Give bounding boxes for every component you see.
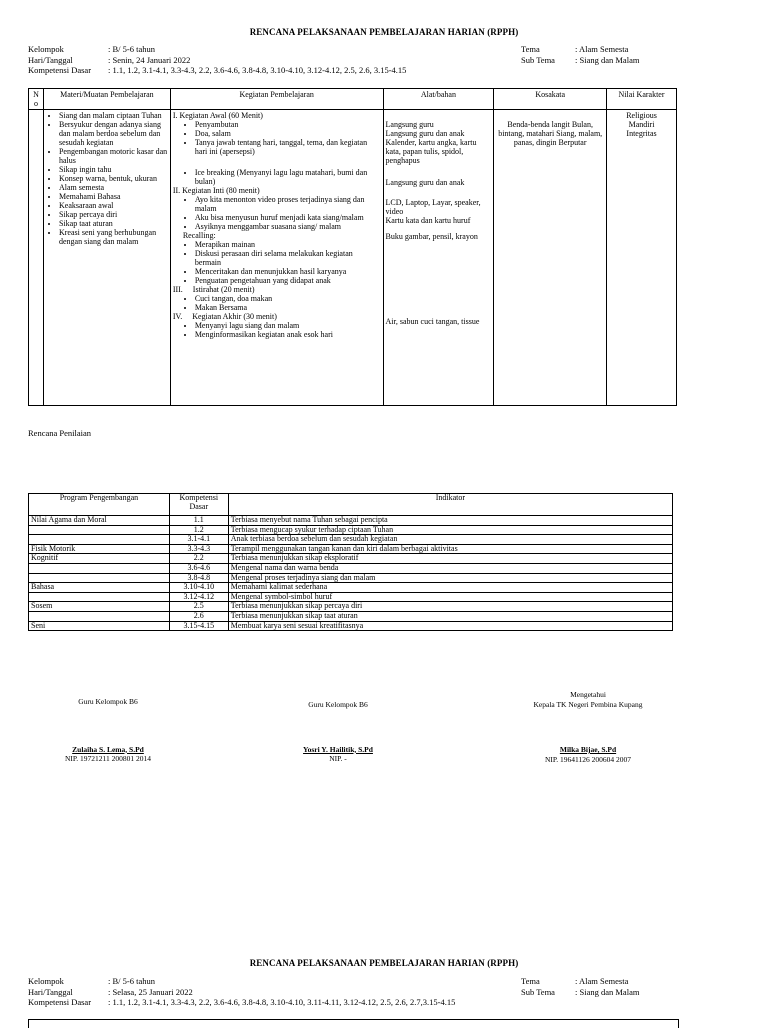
indikator-cell: Terbiasa mengucap syukur terhadap ciptaan Tuhan xyxy=(228,525,672,535)
kegiatan-item: • Penyambutan xyxy=(195,120,381,129)
program-cell xyxy=(29,525,170,535)
penilaian-heading: Rencana Penilaian xyxy=(28,428,92,438)
materi-item: • Sikap percaya diri xyxy=(59,210,168,219)
indikator-cell: Terbiasa menyebut nama Tuhan sebagai pencipta xyxy=(228,516,672,526)
subtema-value: : Siang dan Malam xyxy=(575,54,640,65)
indikator-cell: Terbiasa menunjukkan sikap percaya diri xyxy=(228,602,672,612)
kd-cell: 1.2 xyxy=(169,525,228,535)
kelompok-value: : B/ 5-6 tahun xyxy=(108,44,155,54)
alat-item: LCD, Laptop, Layar, speaker, video xyxy=(385,198,481,216)
program-cell xyxy=(29,563,170,573)
table-row xyxy=(29,583,673,593)
materi-item: • Alam semesta xyxy=(59,183,168,192)
col-program: Program Pengembangan xyxy=(29,494,170,516)
kegiatan-item: • Diskusi perasaan diri selama melakukan kegiatan bermain xyxy=(195,249,381,267)
penilaian-header-row xyxy=(29,494,673,516)
kd-cell: 3.12-4.12 xyxy=(169,592,228,602)
subtema-label: Sub Tema xyxy=(521,986,555,997)
kd-cell: 3.8-4.8 xyxy=(169,573,228,583)
page2-meta-right xyxy=(521,976,639,997)
program-cell: Seni xyxy=(29,621,170,631)
kegiatan-item: • Asyiknya menggambar suasana siang/ malam xyxy=(195,222,381,231)
kegiatan-item: • Menyanyi lagu siang dan malam xyxy=(195,321,381,330)
alat-item: Langsung guru dan anak xyxy=(385,178,465,187)
tema-label: Tema xyxy=(521,976,540,986)
materi-item: • Siang dan malam ciptaan Tuhan xyxy=(59,111,168,120)
hari-label: Hari/Tanggal xyxy=(28,54,73,65)
kosakata-text: Benda-benda langit Bulan, bintang, matahari Siang, malam, panas, dingin Berputar xyxy=(498,120,603,147)
kegiatan-akhir-title: IV. Kegiatan Akhir (30 menit) xyxy=(172,312,277,321)
signature-middle xyxy=(268,700,408,764)
signature-right xyxy=(508,690,668,764)
kd-cell: 3.6-4.6 xyxy=(169,563,228,573)
alat-item: Air, sabun cuci tangan, tissue xyxy=(385,317,480,326)
program-cell xyxy=(29,611,170,621)
tema-value: : Alam Semesta xyxy=(575,976,629,986)
table-row xyxy=(29,611,673,621)
table-row xyxy=(29,602,673,612)
recalling-label: Recalling: xyxy=(182,231,216,240)
hari-label: Hari/Tanggal xyxy=(28,986,73,997)
indikator-cell: Terampil menggunakan tangan kanan dan kiri dalam berbagai aktivitas xyxy=(228,544,672,554)
alat-item: Kartu kata dan kartu huruf xyxy=(385,216,471,225)
kd-cell: 1.1 xyxy=(169,516,228,526)
meta-right xyxy=(521,44,639,65)
rpph-header-row xyxy=(29,89,677,110)
tema-value: : Alam Semesta xyxy=(575,44,629,54)
signature-name: Zulaiha S. Lema, S.Pd xyxy=(72,744,144,754)
cell-nilai xyxy=(607,110,677,406)
col-indikator: Indikator xyxy=(228,494,672,516)
materi-item: • Kreasi seni yang berhubungan dengan siang dan malam xyxy=(59,228,168,246)
kd-cell: 3.3-4.3 xyxy=(169,544,228,554)
materi-item: • Sikap taat aturan xyxy=(59,219,168,228)
signature-role: Kepala TK Negeri Pembina Kupang xyxy=(533,699,643,709)
indikator-cell: Mengenal proses terjadinya siang dan malam xyxy=(228,573,672,583)
kegiatan-awal-title: I. Kegiatan Awal (60 Menit) xyxy=(172,111,263,120)
col-kosakata: Kosakata xyxy=(494,89,607,110)
kd-cell: 3.1-4.1 xyxy=(169,535,228,545)
signature-nip: NIP. 19721211 200801 2014 xyxy=(65,754,151,763)
materi-item: • Sikap ingin tahu xyxy=(59,165,168,174)
kegiatan-item: • Menceritakan dan menunjukkan hasil karyanya xyxy=(195,267,381,276)
kegiatan-item: • Doa, salam xyxy=(195,129,381,138)
alat-item: Langsung guru dan anak xyxy=(385,129,465,138)
cell-materi xyxy=(43,110,170,406)
kelompok-label: Kelompok xyxy=(28,44,64,54)
signature-nip: NIP. - xyxy=(329,754,347,763)
materi-item: • Keaksaraan awal xyxy=(59,201,168,210)
tema-label: Tema xyxy=(521,44,540,54)
indikator-cell: Mengenal symbol-simbol huruf xyxy=(228,592,672,602)
alat-item: Kalender, kartu angka, kartu kata, papan tulis, spidol, penghapus xyxy=(385,138,477,165)
page-title: RENCANA PELAKSANAAN PEMBELAJARAN HARIAN (RPPH) xyxy=(249,27,519,37)
kegiatan-istirahat-title: III. Istirahat (20 menit) xyxy=(172,285,255,294)
col-kd: Kompetensi Dasar xyxy=(169,494,228,516)
signature-name: Milka Bijae, S.Pd xyxy=(559,745,617,754)
hari-value: : Selasa, 25 Januari 2022 xyxy=(108,986,193,997)
page2-meta-left xyxy=(28,976,455,1008)
program-cell: Sosem xyxy=(29,602,170,612)
col-nilai: Nilai Karakter xyxy=(607,89,677,110)
subtema-label: Sub Tema xyxy=(521,54,555,65)
signature-role: Guru Kelompok B6 xyxy=(308,700,368,709)
cell-kegiatan xyxy=(170,110,383,406)
indikator-cell: Terbiasa menunjukkan sikap eksploratif xyxy=(228,554,672,564)
kegiatan-item: • Makan Bersama xyxy=(195,303,381,312)
nilai-item: Religious xyxy=(626,111,657,120)
signature-line: Mengetahui xyxy=(570,690,606,699)
kd-cell: 2.5 xyxy=(169,602,228,612)
table-row xyxy=(29,516,673,526)
col-kegiatan: Kegiatan Pembelajaran xyxy=(170,89,383,110)
program-cell: Nilai Agama dan Moral xyxy=(29,516,170,526)
program-cell xyxy=(29,535,170,545)
program-cell: Kognitif xyxy=(29,554,170,564)
program-cell: Fisik Motorik xyxy=(29,544,170,554)
materi-item: • Pengembangan motoric kasar dan halus xyxy=(59,147,168,165)
signature-role: Guru Kelompok B6 xyxy=(78,697,138,706)
alat-item: Buku gambar, pensil, krayon xyxy=(385,232,478,241)
kegiatan-item: • Cuci tangan, doa makan xyxy=(195,294,381,303)
signature-name: Yosri Y. Hailitik, S.Pd xyxy=(303,744,373,754)
table-row xyxy=(29,563,673,573)
program-cell: Bahasa xyxy=(29,583,170,593)
page2-title: RENCANA PELAKSANAAN PEMBELAJARAN HARIAN (RPPH) xyxy=(249,958,519,968)
table-row xyxy=(29,621,673,631)
materi-item: • Bersyukur dengan adanya siang dan malam berdoa sebelum dan sesudah kegiatan xyxy=(59,120,168,147)
kd-cell: 2.2 xyxy=(169,554,228,564)
kd-cell: 2.6 xyxy=(169,611,228,621)
hari-value: : Senin, 24 Januari 2022 xyxy=(108,54,191,65)
indikator-cell: Membuat karya seni sesuai kreatifitasnya xyxy=(228,621,672,631)
cell-no xyxy=(29,110,44,406)
signature-left xyxy=(38,697,178,764)
rpph-table xyxy=(28,88,677,406)
kd-value: : 1.1, 1.2, 3.1-4.1, 3.3-4.3, 2.2, 3.6-4.6, 3.8-4.8, 3.10-4.10, 3.11-4.11, 3.12-4.12, 2.5, 2.6, 2.7,3.15-4.15 xyxy=(108,997,456,1007)
subtema-value: : Siang dan Malam xyxy=(575,986,640,997)
indikator-cell: Mengenal nama dan warna benda xyxy=(228,563,672,573)
materi-item: • Konsep warna, bentuk, ukuran xyxy=(59,174,168,183)
kegiatan-item: • Aku bisa menyusun huruf menjadi kata siang/malam xyxy=(195,213,381,222)
rpph-body-row xyxy=(29,110,677,406)
nilai-item: Mandiri xyxy=(628,120,655,129)
kd-label: Kompetensi Dasar xyxy=(28,65,92,75)
alat-item: Langsung guru xyxy=(385,120,434,129)
kegiatan-item: • Tanya jawab tentang hari, tanggal, tema, dan kegiatan hari ini (apersepsi) xyxy=(195,138,381,156)
materi-item: • Memahami Bahasa xyxy=(59,192,168,201)
kelompok-value: : B/ 5-6 tahun xyxy=(108,976,155,986)
cell-alat xyxy=(383,110,494,406)
indikator-cell: Memahami kalimat sederhana xyxy=(228,583,672,593)
indikator-cell: Terbiasa menunjukkan sikap taat aturan xyxy=(228,611,672,621)
kegiatan-item: • Penguatan pengetahuan yang didapat anak xyxy=(195,276,381,285)
kd-label: Kompetensi Dasar xyxy=(28,997,92,1007)
table-row xyxy=(29,573,673,583)
kelompok-label: Kelompok xyxy=(28,976,64,986)
kd-value: : 1.1, 1.2, 3.1-4.1, 3.3-4.3, 2.2, 3.6-4.6, 3.8-4.8, 3.10-4.10, 3.12-4.12, 2.5, 2.6, 3.15-4.15 xyxy=(108,65,407,75)
table-row xyxy=(29,535,673,545)
kegiatan-inti-title: II. Kegiatan Inti (80 menit) xyxy=(172,186,260,195)
meta-left xyxy=(28,44,406,76)
kd-cell: 3.15-4.15 xyxy=(169,621,228,631)
kd-cell: 3.10-4.10 xyxy=(169,583,228,593)
col-no: N o xyxy=(29,89,44,110)
signature-nip: NIP. 19641126 200604 2007 xyxy=(545,754,631,764)
kegiatan-item: • Menginformasikan kegiatan anak esok hari xyxy=(195,330,381,339)
indikator-cell: Anak terbiasa berdoa sebelum dan sesudah kegiatan xyxy=(228,535,672,545)
col-alat: Alat/bahan xyxy=(383,89,494,110)
penilaian-table xyxy=(28,493,673,631)
col-materi: Materi/Muatan Pembelajaran xyxy=(43,89,170,110)
kegiatan-item: • Merapikan mainan xyxy=(195,240,381,249)
nilai-item: Integritas xyxy=(626,129,657,138)
kegiatan-item: • Ayo kita menonton video proses terjadinya siang dan malam xyxy=(195,195,381,213)
cell-kosakata xyxy=(494,110,607,406)
table-row xyxy=(29,554,673,564)
kegiatan-item: • Ice breaking (Menyanyi lagu lagu matahari, bumi dan bulan) xyxy=(195,168,381,186)
